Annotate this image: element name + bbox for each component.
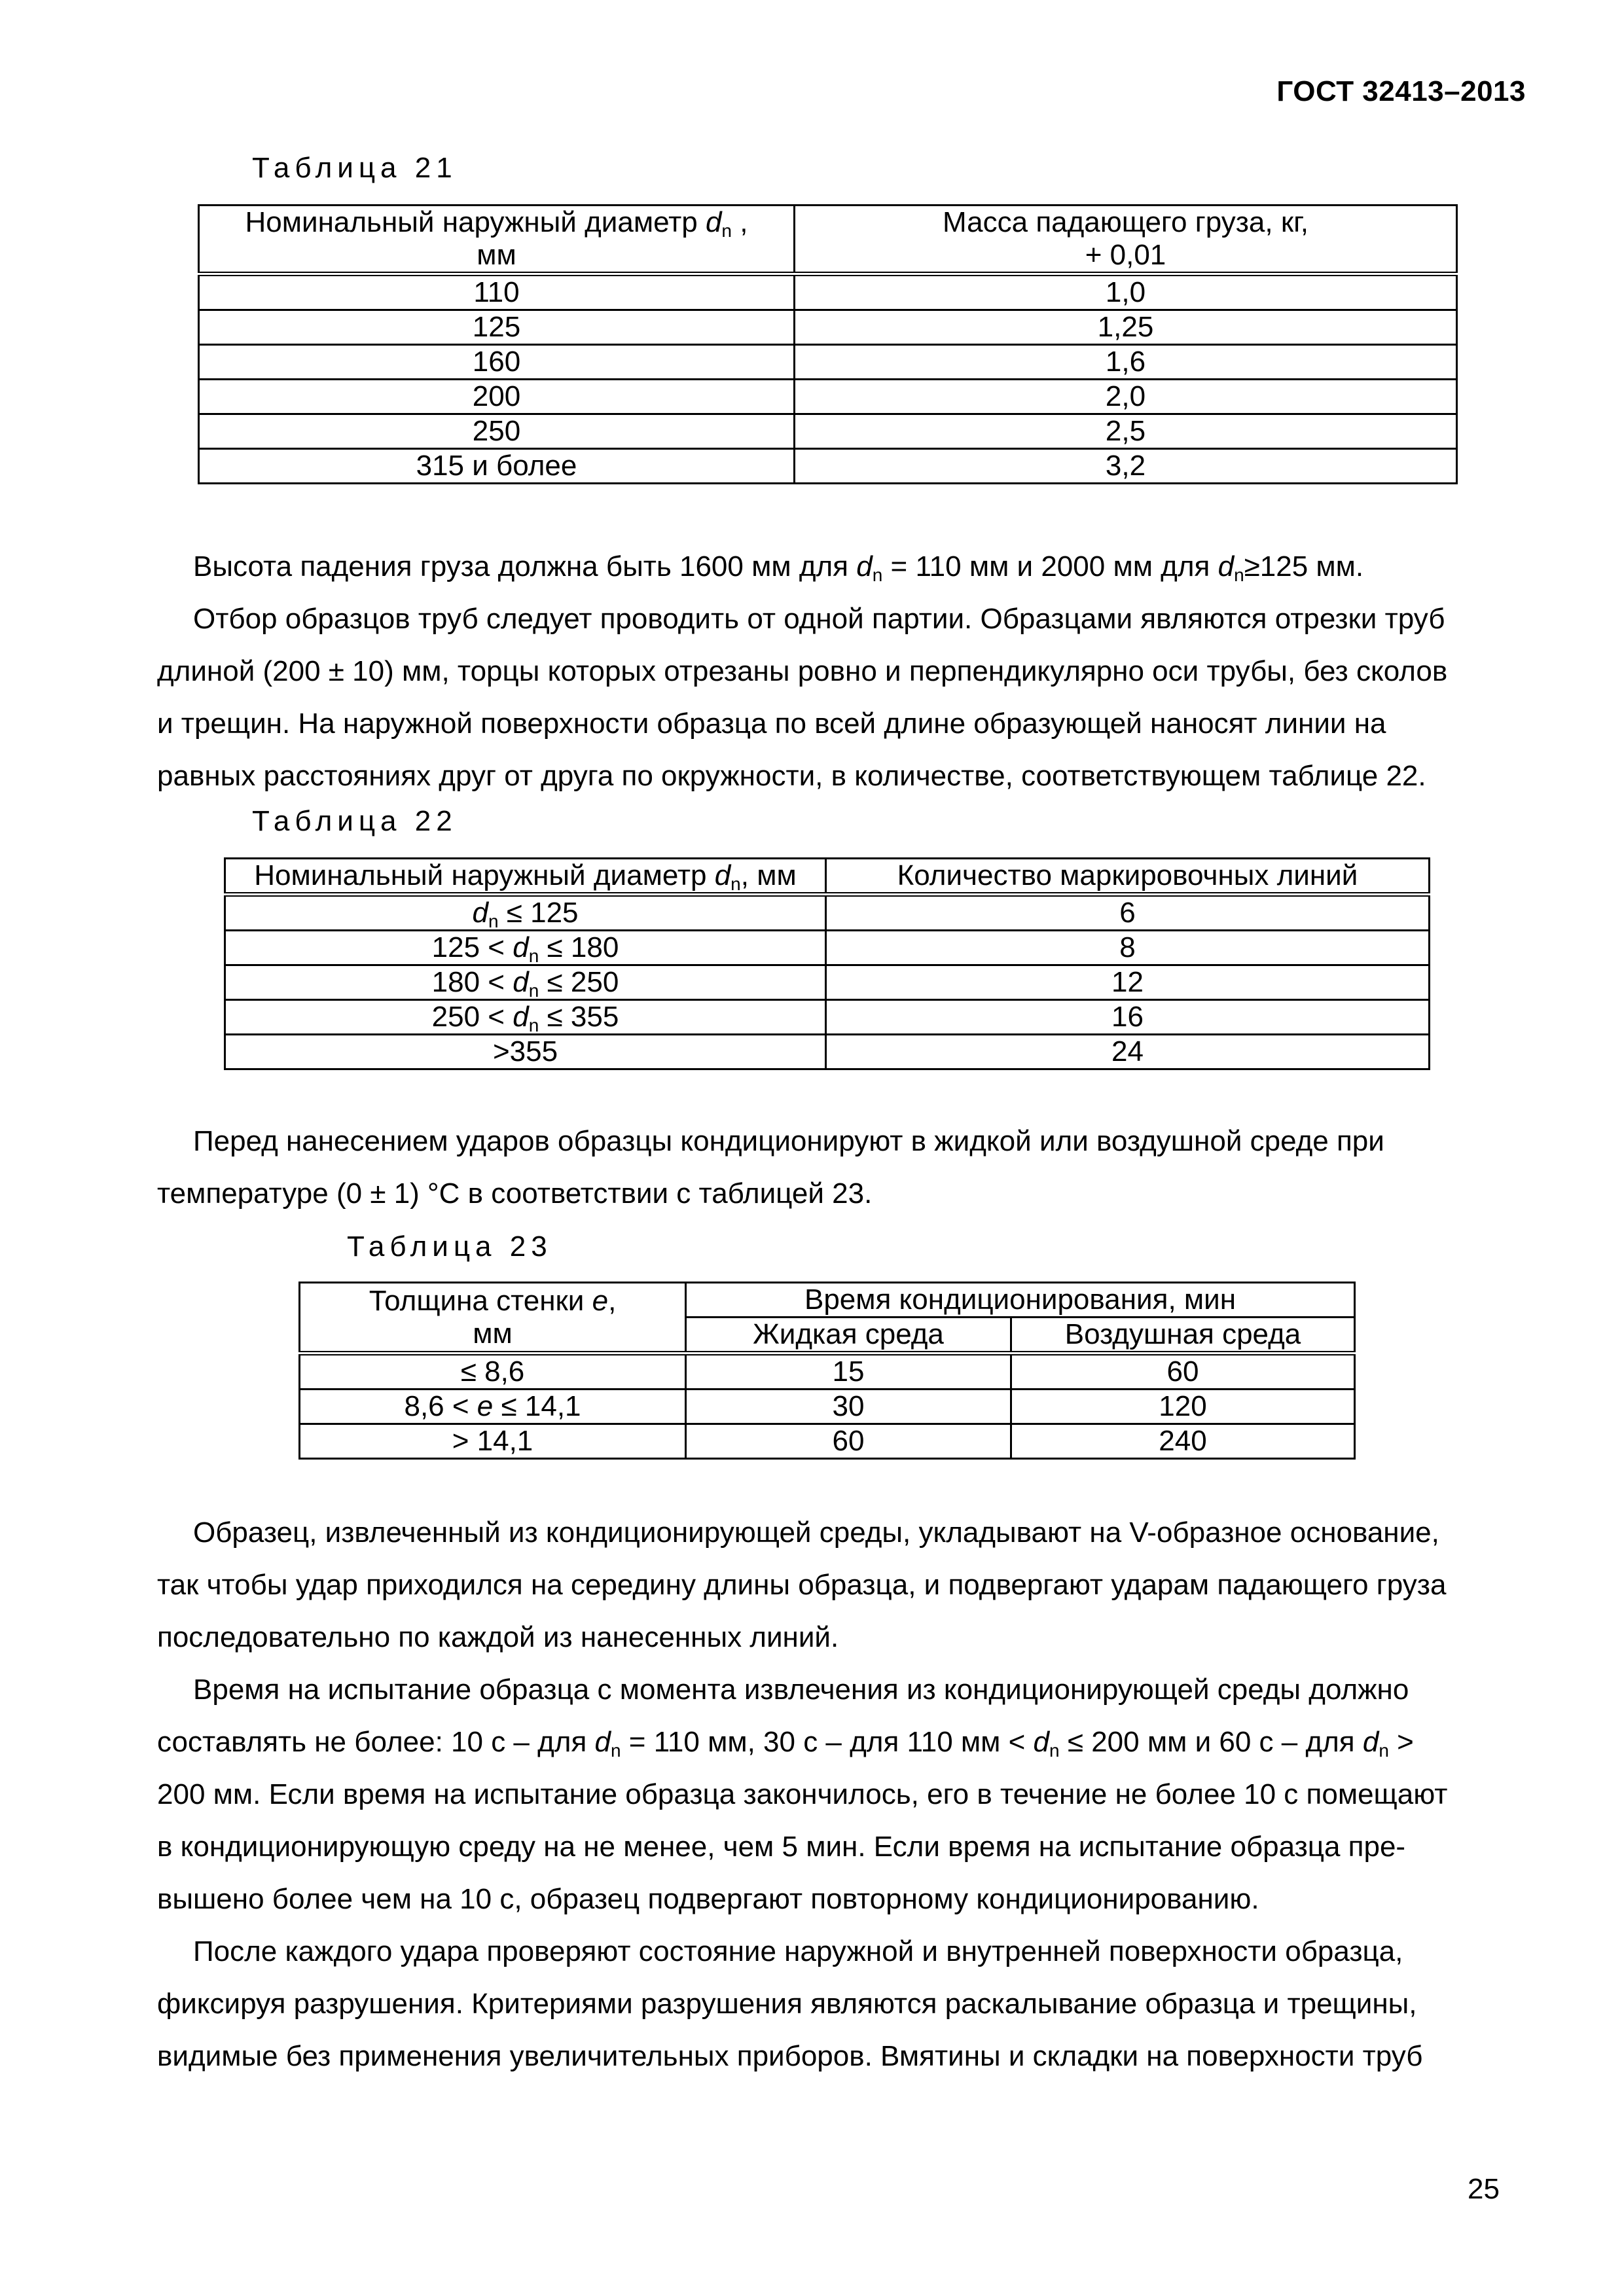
table22-cell-count: 12: [826, 965, 1430, 1000]
table22-cell-count: 6: [826, 895, 1430, 931]
table-row: [300, 1390, 1355, 1424]
table23-header-thickness: Толщина стенки e, мм: [300, 1283, 686, 1354]
table22-caption: Таблица 22: [252, 805, 458, 837]
text-line: температуре (0 ± 1) °С в соответствии с таблицей 23.: [157, 1177, 873, 1210]
table22-header-lines: Количество маркировочных линий: [826, 859, 1430, 895]
table21-cell-diameter: 250: [199, 414, 795, 449]
table23-cell-liquid: 60: [686, 1424, 1011, 1459]
paragraph-inspection: [157, 1926, 1509, 2083]
table22-cell-count: 24: [826, 1035, 1430, 1069]
document-id: ГОСТ 32413–2013: [1276, 75, 1526, 107]
table21-cell-mass: 1,6: [795, 345, 1457, 380]
table-row: [199, 380, 1457, 414]
table-row: [199, 310, 1457, 345]
table21-cell-diameter: 315 и более: [199, 449, 795, 484]
paragraph-conditioning: [157, 1115, 1509, 1220]
table22-header-row: [225, 859, 1430, 895]
text-line: фиксируя разрушения. Критериями разрушения являются раскалывание образца и трещины,: [157, 1988, 1417, 2020]
table21: [198, 204, 1458, 484]
table-row: [199, 345, 1457, 380]
paragraph-sampling: [157, 593, 1509, 802]
text-line: последовательно по каждой из нанесенных линий.: [157, 1621, 839, 1653]
text-line: составлять не более: 10 с – для $d_n = 110$ мм, 30 с – для 110 мм < $d_n \le 200$ мм и 60 с – для $d_n$ >: [157, 1726, 1414, 1761]
table21-cell-mass: 1,25: [795, 310, 1457, 345]
table21-header-row: [199, 206, 1457, 274]
paragraph-test-time: [157, 1664, 1509, 1926]
table21-cell-diameter: 160: [199, 345, 795, 380]
text-line: длиной (200 ± 10) мм, торцы которых отрезаны ровно и перпендикулярно оси трубы, без сколов: [157, 655, 1448, 687]
table23-cell-thickness: ≤ 8,6: [300, 1354, 686, 1390]
table-row: [225, 931, 1430, 965]
table22-cell-diameter: $125 < d_n \le 180$: [225, 931, 826, 965]
table23: [298, 1282, 1356, 1460]
text-line: видимые без применения увеличительных приборов. Вмятины и складки на поверхности труб: [157, 2040, 1423, 2072]
table23-cell-air: 60: [1011, 1354, 1355, 1390]
table23-cell-liquid: 15: [686, 1354, 1011, 1390]
table23-cell-thickness: 8,6 < e ≤ 14,1: [300, 1390, 686, 1424]
table23-header-air: Воздушная среда: [1011, 1318, 1355, 1354]
table21-cell-diameter: 200: [199, 380, 795, 414]
text-line: вышено более чем на 10 с, образец подвергают повторному кондиционированию.: [157, 1883, 1259, 1915]
table23-caption: Таблица 23: [347, 1230, 552, 1263]
table-row: [199, 414, 1457, 449]
text-line: Перед нанесением ударов образцы кондиционируют в жидкой или воздушной среде при: [193, 1125, 1384, 1157]
table-row: [199, 274, 1457, 310]
table23-cell-thickness: > 14,1: [300, 1424, 686, 1459]
table22-cell-diameter: >355: [225, 1035, 826, 1069]
table21-header-diameter: Номинальный наружный диаметр $d_n$ , мм: [199, 206, 795, 274]
table-row: [225, 965, 1430, 1000]
text-line: Образец, извлеченный из кондиционирующей среды, укладывают на V-образное основание,: [193, 1516, 1439, 1549]
table-row: [199, 449, 1457, 484]
table21-caption: Таблица 21: [252, 152, 458, 184]
table21-cell-diameter: 110: [199, 274, 795, 310]
table21-cell-mass: 3,2: [795, 449, 1457, 484]
table21-cell-diameter: 125: [199, 310, 795, 345]
paragraph-mounting: [157, 1507, 1509, 1664]
paragraph-drop-height: [157, 541, 1509, 593]
table21-cell-mass: 2,0: [795, 380, 1457, 414]
text-line: Отбор образцов труб следует проводить от одной партии. Образцами являются отрезки труб: [193, 603, 1445, 635]
table23-cell-air: 240: [1011, 1424, 1355, 1459]
table21-cell-mass: 1,0: [795, 274, 1457, 310]
table23-header-time: Время кондиционирования, мин: [686, 1283, 1355, 1318]
table21-header-mass: Масса падающего груза, кг, + 0,01: [795, 206, 1457, 274]
table-row: [225, 895, 1430, 931]
table22-cell-diameter: $250 < d_n \le 355$: [225, 1000, 826, 1035]
text-line: 200 мм. Если время на испытание образца закончилось, его в течение не более 10 с помещают: [157, 1778, 1448, 1810]
text-line: Время на испытание образца с момента извлечения из кондиционирующей среды должно: [193, 1674, 1409, 1706]
table22-cell-count: 16: [826, 1000, 1430, 1035]
table-row: [300, 1424, 1355, 1459]
table-row: [225, 1035, 1430, 1069]
table21-cell-mass: 2,5: [795, 414, 1457, 449]
text-line: так чтобы удар приходился на середину длины образца, и подвергают ударам падающего груза: [157, 1569, 1447, 1601]
table22-header-diameter: Номинальный наружный диаметр $d_n$, мм: [225, 859, 826, 895]
table22: [224, 857, 1430, 1070]
table23-header-liquid: Жидкая среда: [686, 1318, 1011, 1354]
table22-cell-diameter: $180 < d_n \le 250$: [225, 965, 826, 1000]
table23-cell-liquid: 30: [686, 1390, 1011, 1424]
table-row: [225, 1000, 1430, 1035]
table23-header-row: [300, 1283, 1355, 1318]
table22-cell-diameter: $d_n \le 125$: [225, 895, 826, 931]
text-line: После каждого удара проверяют состояние наружной и внутренней поверхности образца,: [193, 1935, 1403, 1967]
table-row: [300, 1354, 1355, 1390]
text-line: и трещин. На наружной поверхности образца по всей длине образующей наносят линии на: [157, 708, 1386, 740]
text-line: равных расстояниях друг от друга по окружности, в количестве, соответствующем таблице 22.: [157, 760, 1426, 792]
text-line: Высота падения груза должна быть 1600 мм для $d_n = 110$ мм и 2000 мм для $d_n\ge 125$ мм.: [193, 550, 1364, 585]
page-number: 25: [1468, 2173, 1500, 2205]
table22-cell-count: 8: [826, 931, 1430, 965]
text-line: в кондиционирующую среду на не менее, чем 5 мин. Если время на испытание образца пре-: [157, 1831, 1406, 1863]
table23-cell-air: 120: [1011, 1390, 1355, 1424]
